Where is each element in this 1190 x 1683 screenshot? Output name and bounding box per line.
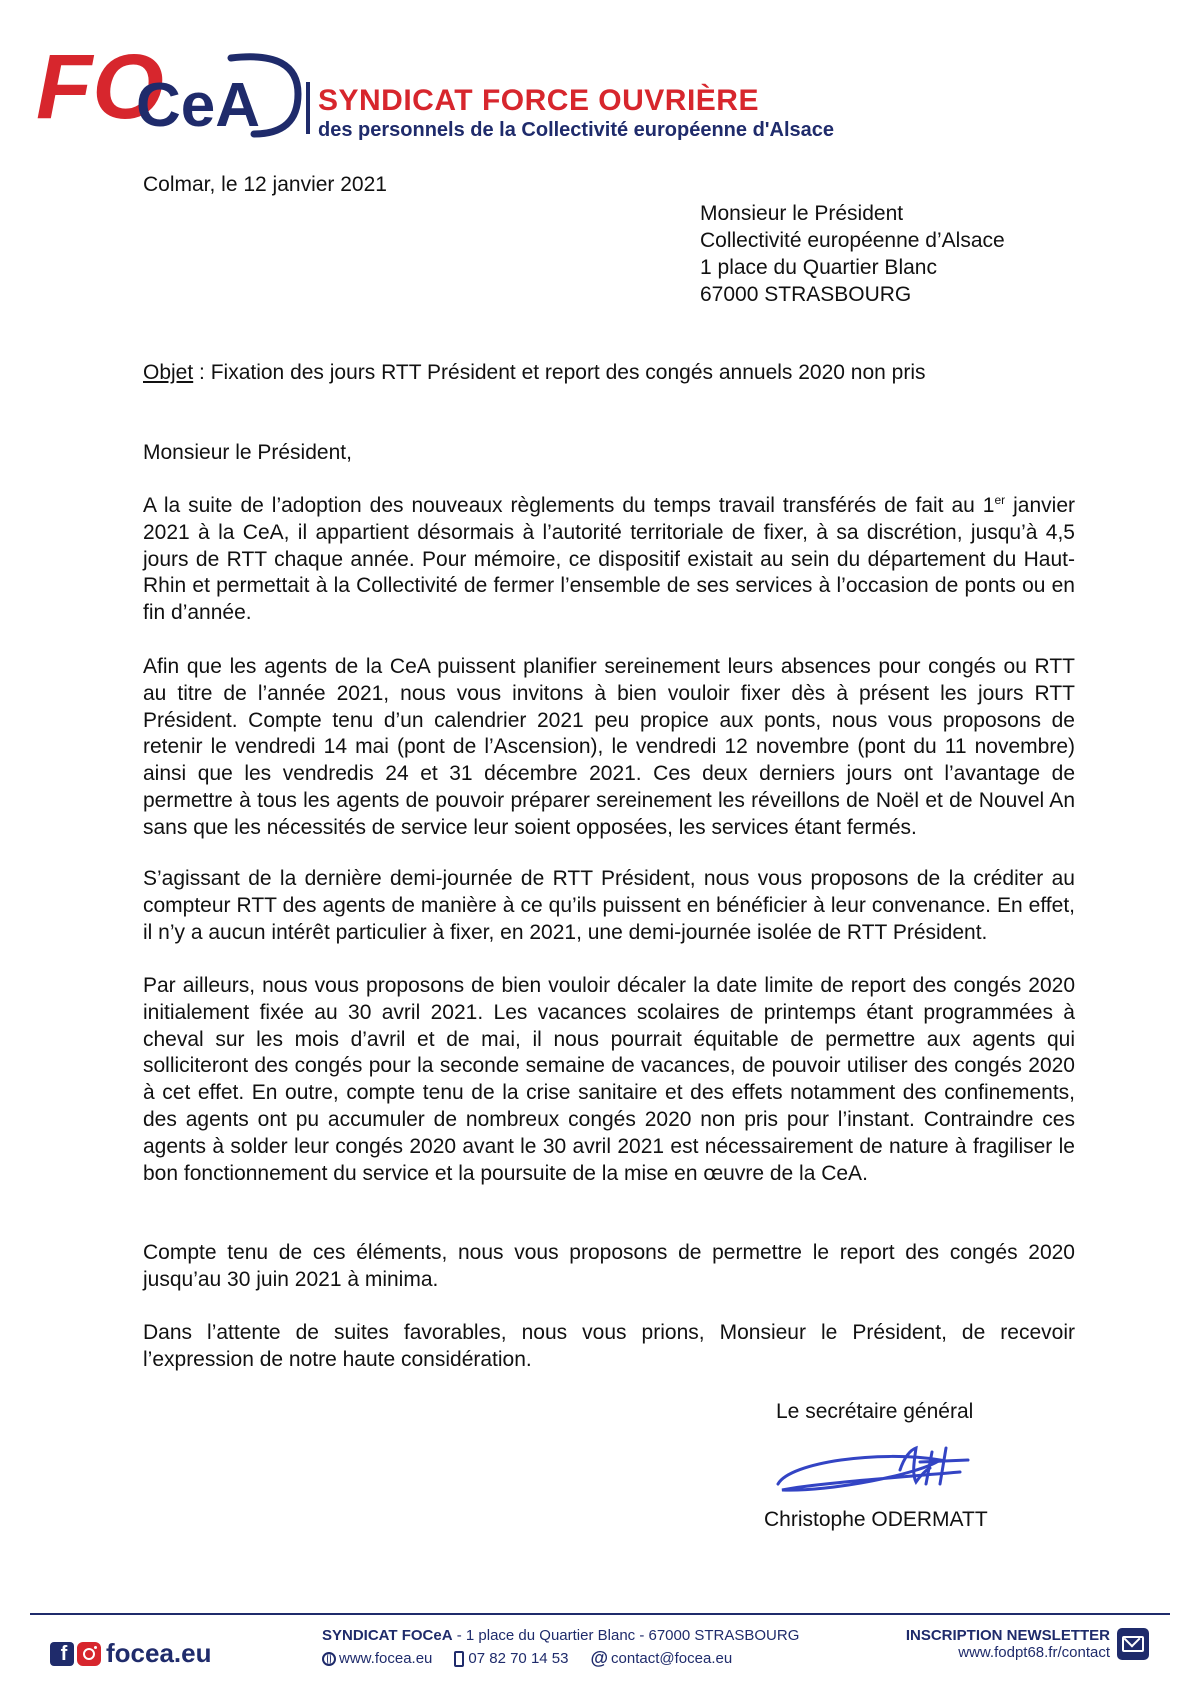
footer-email[interactable]	[590, 1648, 732, 1669]
paragraph-3: S’agissant de la dernière demi-journée de RTT Président, nous vous proposons de la créditer au compteur RTT des agents de manière à ce qu’ils puissent en bénéficier à leur convenance. En effet, il n’y a aucun intérêt particulier à fixer, en 2021, une demi-journée isolée de RTT Président.	[143, 867, 1075, 944]
subject-label: Objet	[143, 361, 194, 384]
recipient-line: Collectivité européenne d’Alsace	[700, 229, 1005, 252]
union-title: SYNDICAT FORCE OUVRIÈRE	[318, 84, 759, 117]
signatory-name: Christophe ODERMATT	[764, 1508, 988, 1531]
at-icon: @	[590, 1648, 609, 1668]
salutation: Monsieur le Président,	[143, 441, 352, 464]
paragraph-6: Dans l’attente de suites favorables, nous vous prions, Monsieur le Président, de recevoir l’expression de notre haute considération.	[143, 1321, 1075, 1371]
handwritten-signature	[770, 1440, 990, 1502]
paragraph-4: Par ailleurs, nous vous proposons de bien vouloir décaler la date limite de report des congés 2020 initialement fixée au 30 avril 2021. Les vacances scolaires de printemps étant programmées à cheval sur les mois d’avril et de mai, il nous pourrait équitable de permettre aux agents qui solliciteront des congés pour la seconde semaine de vacances, de pouvoir utiliser des congés 2020 à cet effet. En outre, compte tenu de la crise sanitaire et des effets notamment des confinements, des agents ont pu accumuler de nombreux congés 2020 non pris pour l’instant. Contraindre ces agents à solder leur congés 2020 avant le 30 avril 2021 est nécessairement de nature à fragiliser le bon fonctionnement du service et la poursuite de la mise en œuvre de la CeA.	[143, 974, 1075, 1185]
newsletter-title: INSCRIPTION NEWSLETTER	[905, 1627, 1110, 1644]
p1-text-b: janvier 2021 à la CeA, il appartient désormais à l’autorité territoriale de fixer, à sa discrétion, jusqu’à 4,5 jours de RTT chaque année. Pour mémoire, ce dispositif existait au sein du département du Haut-Rhin et permettait à la Collectivité de fermer l’ensemble de ses services à l’occasion de ponts ou en fin d’année.	[143, 494, 1075, 625]
recipient-line: 67000 STRASBOURG	[700, 283, 912, 306]
logo-fo-text: FO	[36, 36, 164, 138]
signatory-title: Le secrétaire général	[776, 1400, 974, 1423]
subject-text: : Fixation des jours RTT Président et report des congés annuels 2020 non pris	[193, 361, 926, 384]
footer-org-name: SYNDICAT FOCeA	[322, 1627, 453, 1644]
phone-icon	[454, 1651, 464, 1667]
newsletter-block	[890, 1627, 1110, 1661]
footer-website[interactable]: focea.eu	[106, 1638, 212, 1668]
facebook-icon[interactable]: f	[50, 1642, 74, 1666]
recipient-line: Monsieur le Président	[700, 202, 904, 225]
footer-web-url: www.focea.eu	[339, 1650, 433, 1667]
header-divider	[306, 82, 310, 134]
footer-phone[interactable]	[454, 1650, 568, 1667]
letter-date: Colmar, le 12 janvier 2021	[143, 173, 387, 196]
footer-contact	[322, 1627, 842, 1669]
instagram-icon[interactable]	[77, 1642, 101, 1666]
recipient-address	[700, 200, 1005, 308]
footer-email-address: contact@focea.eu	[611, 1650, 733, 1667]
social-links	[50, 1638, 212, 1669]
paragraph-1	[143, 493, 1075, 627]
footer-contact-line	[322, 1648, 842, 1669]
footer-org-line	[322, 1627, 842, 1644]
footer-web[interactable]	[322, 1650, 432, 1667]
union-subtitle: des personnels de la Collectivité européenne d'Alsace	[318, 119, 835, 141]
globe-icon	[322, 1652, 336, 1666]
footer-org-address: - 1 place du Quartier Blanc - 67000 STRASBOURG	[452, 1627, 800, 1644]
focea-logo	[36, 36, 306, 146]
recipient-line: 1 place du Quartier Blanc	[700, 256, 937, 279]
letterhead	[36, 36, 1136, 146]
p1-superscript: er	[994, 493, 1006, 507]
footer-divider	[30, 1613, 1170, 1615]
mail-icon[interactable]	[1117, 1628, 1149, 1660]
paragraph-2: Afin que les agents de la CeA puissent planifier sereinement leurs absences pour congés ou RTT au titre de l’année 2021, nous vous invitons à bien vouloir fixer dès à présent les jours RTT Président. Compte tenu d’un calendrier 2021 peu propice aux ponts, nous vous proposons de retenir le vendredi 14 mai (pont de l’Ascension), le vendredi 12 novembre (pont du 11 novembre) ainsi que les vendredis 24 et 31 décembre 2021. Ces deux derniers jours ont l’avantage de permettre à tous les agents de pouvoir préparer sereinement les réveillons de Noël et de Nouvel An sans que les nécessités de service leur soient opposées, les services étant fermés.	[143, 655, 1075, 839]
page-footer	[0, 1620, 1190, 1683]
newsletter-url[interactable]: www.fodpt68.fr/contact	[958, 1644, 1110, 1661]
letter-subject	[143, 360, 926, 387]
p1-text-a: A la suite de l’adoption des nouveaux règlements du temps travail transférés de fait au 1	[143, 494, 995, 517]
footer-phone-number: 07 82 70 14 53	[468, 1650, 569, 1667]
logo-cea-text: CeA	[136, 71, 261, 140]
paragraph-5: Compte tenu de ces éléments, nous vous proposons de permettre le report des congés 2020 jusqu’au 30 juin 2021 à minima.	[143, 1241, 1075, 1291]
